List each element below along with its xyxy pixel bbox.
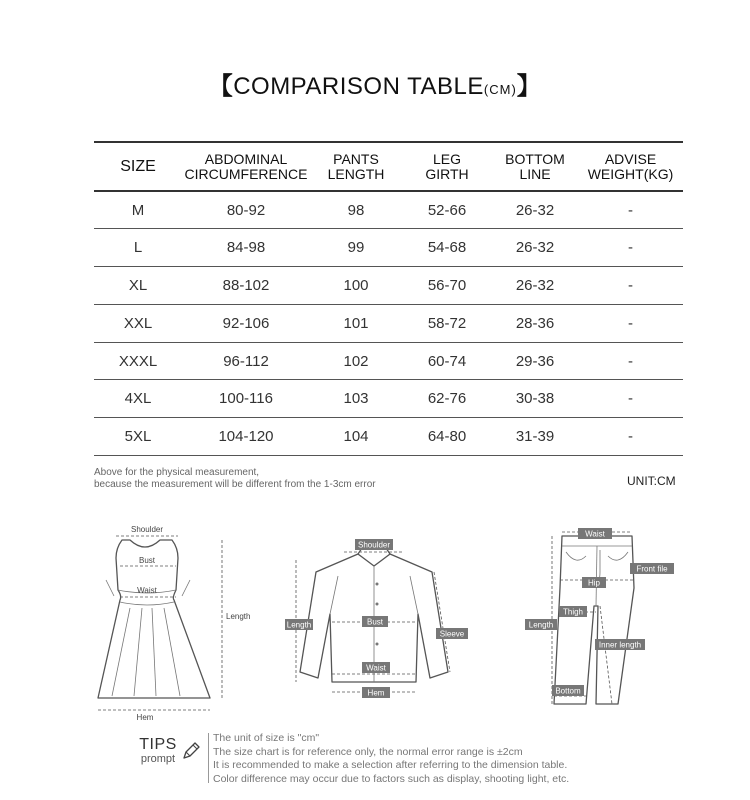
cell-size: 5XL: [124, 428, 152, 446]
cell-weight: -: [628, 314, 633, 332]
title-open-bracket: 【: [208, 73, 234, 100]
cell-size: XXL: [123, 314, 153, 332]
measurement-note: [94, 467, 376, 491]
cell-abdominal: 84-98: [226, 239, 266, 257]
cell-weight: -: [628, 428, 633, 446]
size-table-header: [94, 142, 683, 191]
shirt-diagram: [282, 532, 482, 707]
pants-diagram: [520, 522, 680, 717]
cell-leg-girth: 60-74: [427, 352, 467, 370]
cell-leg-girth: 54-68: [427, 239, 467, 257]
cell-pants-length: 101: [343, 314, 369, 332]
cell-pants-length: 103: [343, 390, 369, 408]
cell-pants-length: 104: [343, 428, 369, 446]
tips-line: It is recommended to make a selection after referring to the dimension table.: [213, 759, 568, 771]
cell-size: L: [133, 239, 143, 257]
note-line: Above for the physical measurement,: [94, 467, 260, 478]
cell-size: M: [131, 201, 145, 219]
shirt-sleeve-tag: [436, 628, 468, 639]
svg-text:Thigh: Thigh: [562, 607, 584, 617]
cell-bottom-line: 26-32: [515, 276, 555, 294]
title-close-bracket: 】: [516, 73, 542, 100]
cell-abdominal: 96-112: [223, 352, 269, 370]
svg-text:Hem: Hem: [367, 688, 385, 698]
cell-abdominal: 92-106: [222, 314, 270, 332]
title-text: COMPARISON TABLE: [233, 73, 484, 100]
cell-bottom-line: 28-36: [515, 314, 555, 332]
tips-text: [213, 732, 569, 786]
cell-abdominal: 80-92: [226, 201, 266, 219]
pants-inner-length-tag: [595, 639, 645, 650]
pants-bottom-tag: [552, 685, 584, 696]
cell-pants-length: 98: [347, 201, 365, 219]
cell-weight: -: [628, 276, 633, 294]
pencil-icon: [180, 740, 202, 762]
table-row: [94, 191, 683, 229]
dress-waist-label: Waist: [137, 586, 157, 595]
title-unit: (CM): [483, 82, 517, 97]
tips-divider: [208, 733, 209, 783]
tips-line: The size chart is for reference only, the normal error range is ±2cm: [213, 745, 523, 758]
dress-shoulder-label: Shoulder: [130, 525, 164, 534]
dress-length-label: Length: [226, 612, 251, 621]
tips-heading: [136, 736, 180, 766]
header-advise-weight: ADVISE WEIGHT(KG): [587, 150, 674, 182]
cell-leg-girth: 64-80: [427, 428, 467, 446]
pants-front-file-tag: [630, 563, 674, 574]
cell-bottom-line: 26-32: [515, 239, 555, 257]
cell-size: XL: [128, 276, 148, 294]
unit-label: UNIT:CM: [627, 474, 676, 488]
cell-pants-length: 100: [343, 276, 369, 294]
cell-leg-girth: 58-72: [427, 314, 467, 332]
pants-thigh-tag: [559, 606, 587, 617]
header-pants-length: PANTS LENGTH: [327, 150, 385, 182]
table-row: [94, 267, 683, 305]
shirt-waist-tag: [362, 662, 390, 673]
pants-waist-tag: [578, 528, 612, 539]
cell-size: XXXL: [118, 352, 158, 370]
header-abdominal-circumference: ABDOMINAL CIRCUMFERENCE: [184, 150, 308, 182]
shirt-bust-tag: [362, 616, 388, 627]
svg-text:Length: Length: [286, 620, 312, 630]
cell-pants-length: 99: [347, 239, 365, 257]
cell-size: 4XL: [124, 390, 152, 408]
pants-length-tag: [525, 619, 557, 630]
svg-text:Length: Length: [528, 620, 554, 630]
page-title: [0, 66, 750, 101]
cell-weight: -: [628, 239, 633, 257]
cell-weight: -: [628, 201, 633, 219]
cell-weight: -: [628, 390, 633, 408]
dress-bust-label: Bust: [138, 556, 156, 565]
cell-abdominal: 104-120: [218, 428, 274, 446]
svg-text:Front file: Front file: [636, 564, 668, 574]
header-bottom-line: BOTTOM LINE: [505, 150, 565, 182]
svg-text:Bottom: Bottom: [555, 686, 581, 696]
note-line: because the measurement will be different from the 1-3cm error: [94, 479, 376, 490]
table-row: [94, 418, 683, 456]
cell-leg-girth: 56-70: [427, 276, 467, 294]
cell-abdominal: 100-116: [219, 390, 273, 408]
header-size: SIZE: [120, 158, 156, 175]
shirt-length-tag: [285, 619, 313, 630]
svg-text:Bust: Bust: [366, 617, 384, 627]
cell-bottom-line: 31-39: [515, 428, 555, 446]
cell-abdominal: 88-102: [222, 276, 270, 294]
svg-text:Waist: Waist: [585, 529, 605, 539]
pants-hip-tag: [582, 577, 606, 588]
table-row: [94, 342, 683, 380]
svg-text:Inner length: Inner length: [598, 640, 642, 650]
cell-bottom-line: 26-32: [515, 201, 555, 219]
svg-text:Sleeve: Sleeve: [439, 629, 465, 639]
svg-text:Hip: Hip: [587, 578, 601, 588]
shirt-shoulder-tag: [355, 539, 393, 550]
tips-line: Color difference may occur due to factors such as display, shooting light, etc.: [213, 772, 570, 785]
cell-leg-girth: 62-76: [427, 390, 467, 408]
svg-text:Waist: Waist: [366, 663, 386, 673]
table-row: [94, 304, 683, 342]
table-row: [94, 229, 683, 267]
header-leg-girth: LEG GIRTH: [425, 150, 469, 182]
shirt-hem-tag: [362, 687, 390, 698]
size-table: [94, 141, 683, 456]
cell-leg-girth: 52-66: [427, 201, 467, 219]
dress-diagram: [90, 520, 255, 725]
dress-hem-label: Hem: [136, 713, 154, 722]
cell-pants-length: 102: [343, 352, 369, 370]
cell-bottom-line: 29-36: [515, 352, 555, 370]
tips-title: TIPS: [139, 736, 177, 753]
cell-bottom-line: 30-38: [515, 390, 555, 408]
svg-text:Shoulder: Shoulder: [357, 540, 391, 550]
table-row: [94, 380, 683, 418]
tips-subtitle: prompt: [140, 753, 176, 765]
tips-line: The unit of size is "cm": [213, 732, 320, 744]
cell-weight: -: [628, 352, 633, 370]
